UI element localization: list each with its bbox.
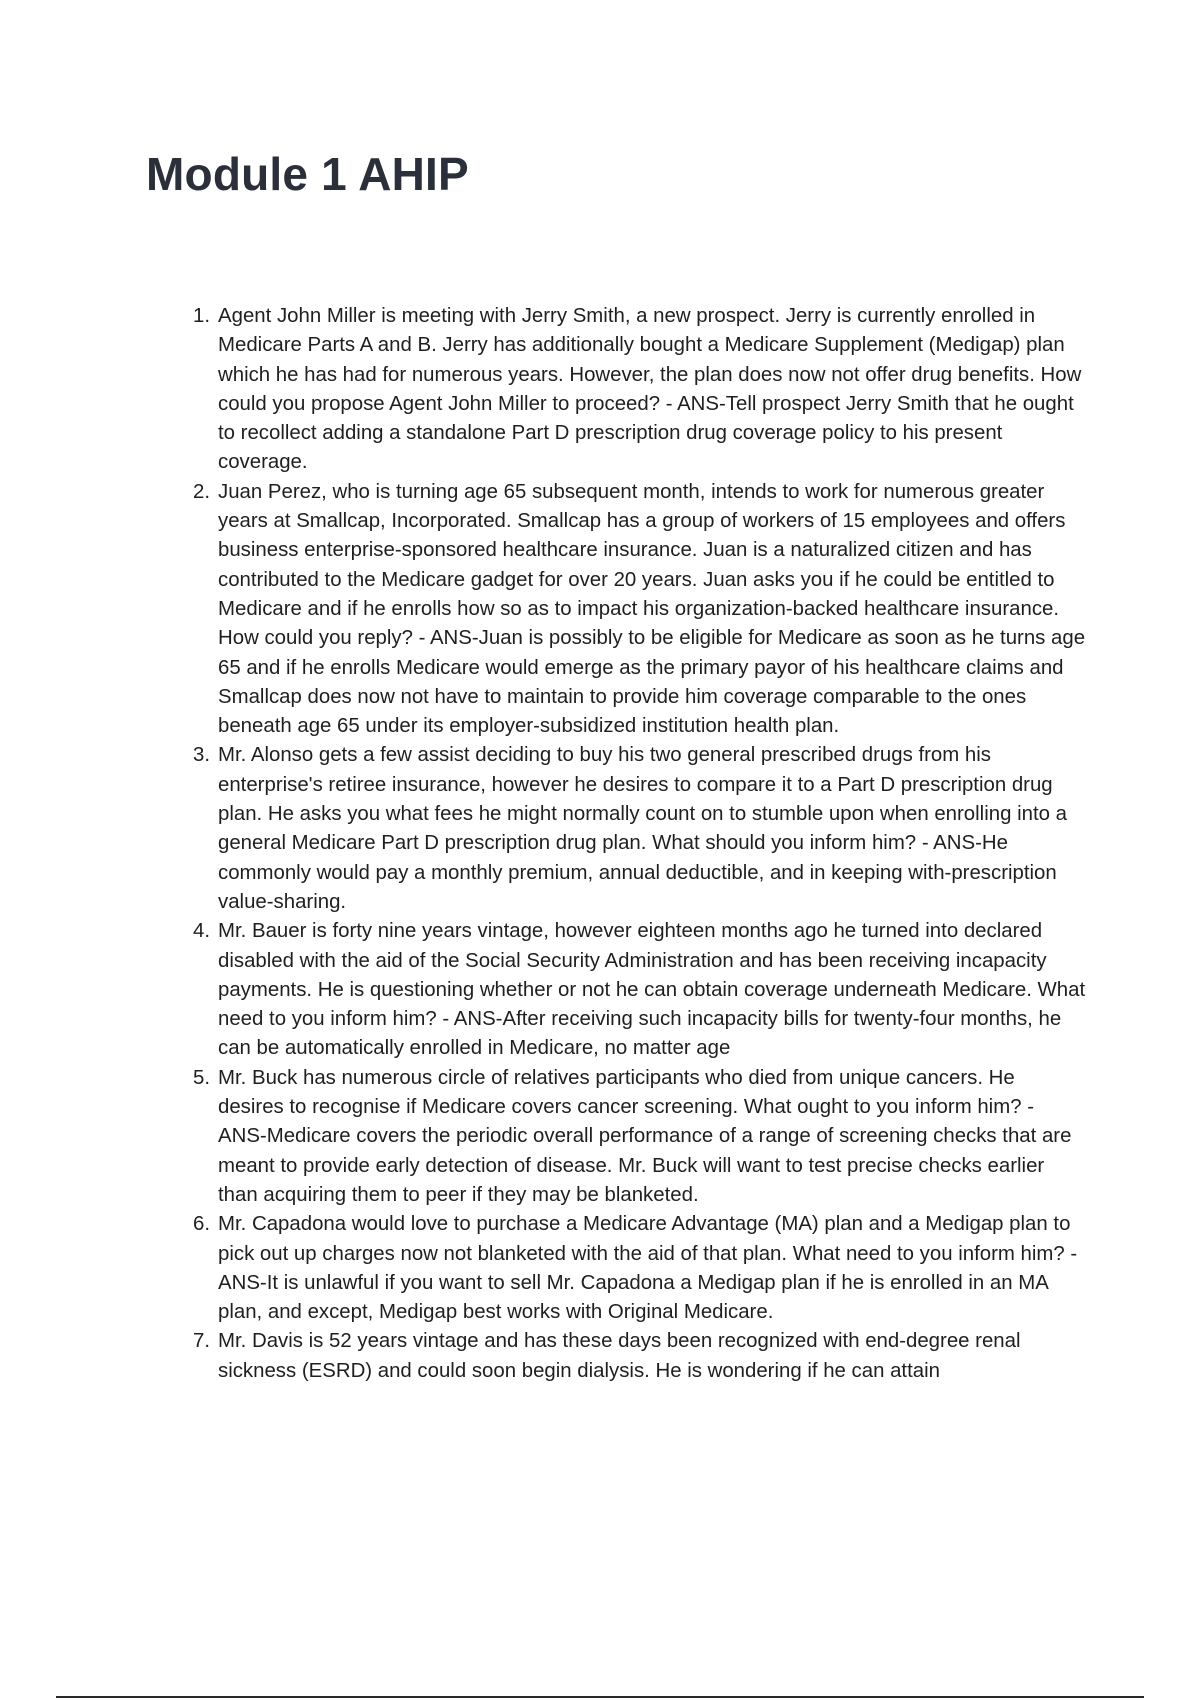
list-item	[192, 302, 1086, 478]
footer-divider	[56, 1696, 1144, 1698]
list-item	[192, 1327, 1086, 1386]
item-number: 1.	[192, 305, 210, 327]
list-item	[192, 741, 1086, 917]
item-number: 6.	[192, 1213, 210, 1236]
item-text: Juan Perez, who is turning age 65 subsequent month, intends to work for numerous greater years at Smallcap, Incorporated. Smallcap has a group of workers of 15 employees and offers business enterprise-sponsored healthcare insurance. Juan is a naturalized citizen and has contributed to the Medicare gadget for over 20 years. Juan asks you if he could be entitled to Medicare and if he enrolls how so as to impact his organization-backed healthcare insurance. How could you reply? - ANS-Juan is possibly to be eligible for Medicare as soon as he turns age 65 and if he enrolls Medicare would emerge as the primary payor of his healthcare claims and Smallcap does now not have to maintain to provide him coverage comparable to the ones beneath age 65 under its employer-subsidized institution health plan.	[218, 480, 1086, 738]
item-text: Mr. Davis is 52 years vintage and has these days been recognized with end-degree renal sickness (ESRD) and could soon begin dialysis. He is wondering if he can attain	[218, 1330, 1021, 1382]
list-item	[192, 1210, 1086, 1327]
item-number: 7.	[192, 1330, 210, 1353]
item-text: Mr. Buck has numerous circle of relatives participants who died from unique cancers. He desires to recognise if Medicare covers cancer screening. What ought to you inform him? - ANS-Medicare covers the periodic overall performance of a range of screening checks that are meant to provide early detection of disease. Mr. Buck will want to test precise checks earlier than acquiring them to peer if they may be blanketed.	[218, 1066, 1072, 1206]
item-text: Mr. Alonso gets a few assist deciding to buy his two general prescribed drugs from his enterprise's retiree insurance, however he desires to compare it to a Part D prescription drug plan. He asks you what fees he might normally count on to stumble upon when enrolling into a general Medicare Part D prescription drug plan. What should you inform him? - ANS-He commonly would pay a monthly premium, annual deductible, and in keeping with-prescription value-sharing.	[218, 744, 1067, 913]
item-text: Agent John Miller is meeting with Jerry Smith, a new prospect. Jerry is currently enrolled in Medicare Parts A and B. Jerry has additionally bought a Medicare Supplement (Medigap) plan which he has had for numerous years. However, the plan does now not offer drug benefits. How could you propose Agent John Miller to proceed? - ANS-Tell prospect Jerry Smith that he ought to recollect adding a standalone Part D prescription drug coverage policy to his present coverage.	[218, 305, 1082, 474]
item-text: Mr. Bauer is forty nine years vintage, however eighteen months ago he turned into declared disabled with the aid of the Social Security Administration and has been receiving incapacity payments. He is questioning whether or not he can obtain coverage underneath Medicare. What need to you inform him? - ANS-After receiving such incapacity bills for twenty-four months, he can be automatically enrolled in Medicare, no matter age	[218, 920, 1086, 1060]
question-list	[192, 302, 1086, 1386]
list-item	[192, 917, 1086, 1063]
item-number: 3.	[192, 744, 210, 767]
item-number: 5.	[192, 1066, 210, 1089]
item-number: 2.	[192, 480, 210, 503]
item-text: Mr. Capadona would love to purchase a Medicare Advantage (MA) plan and a Medigap plan to pick out up charges now not blanketed with the aid of that plan. What need to you inform him? - ANS-It is unlawful if you want to sell Mr. Capadona a Medigap plan if he is enrolled in an MA plan, and except, Medigap best works with Original Medicare.	[218, 1213, 1078, 1324]
page-title: Module 1 AHIP	[146, 148, 469, 200]
list-item	[192, 1064, 1086, 1210]
list-item	[192, 478, 1086, 742]
item-number: 4.	[192, 920, 210, 943]
